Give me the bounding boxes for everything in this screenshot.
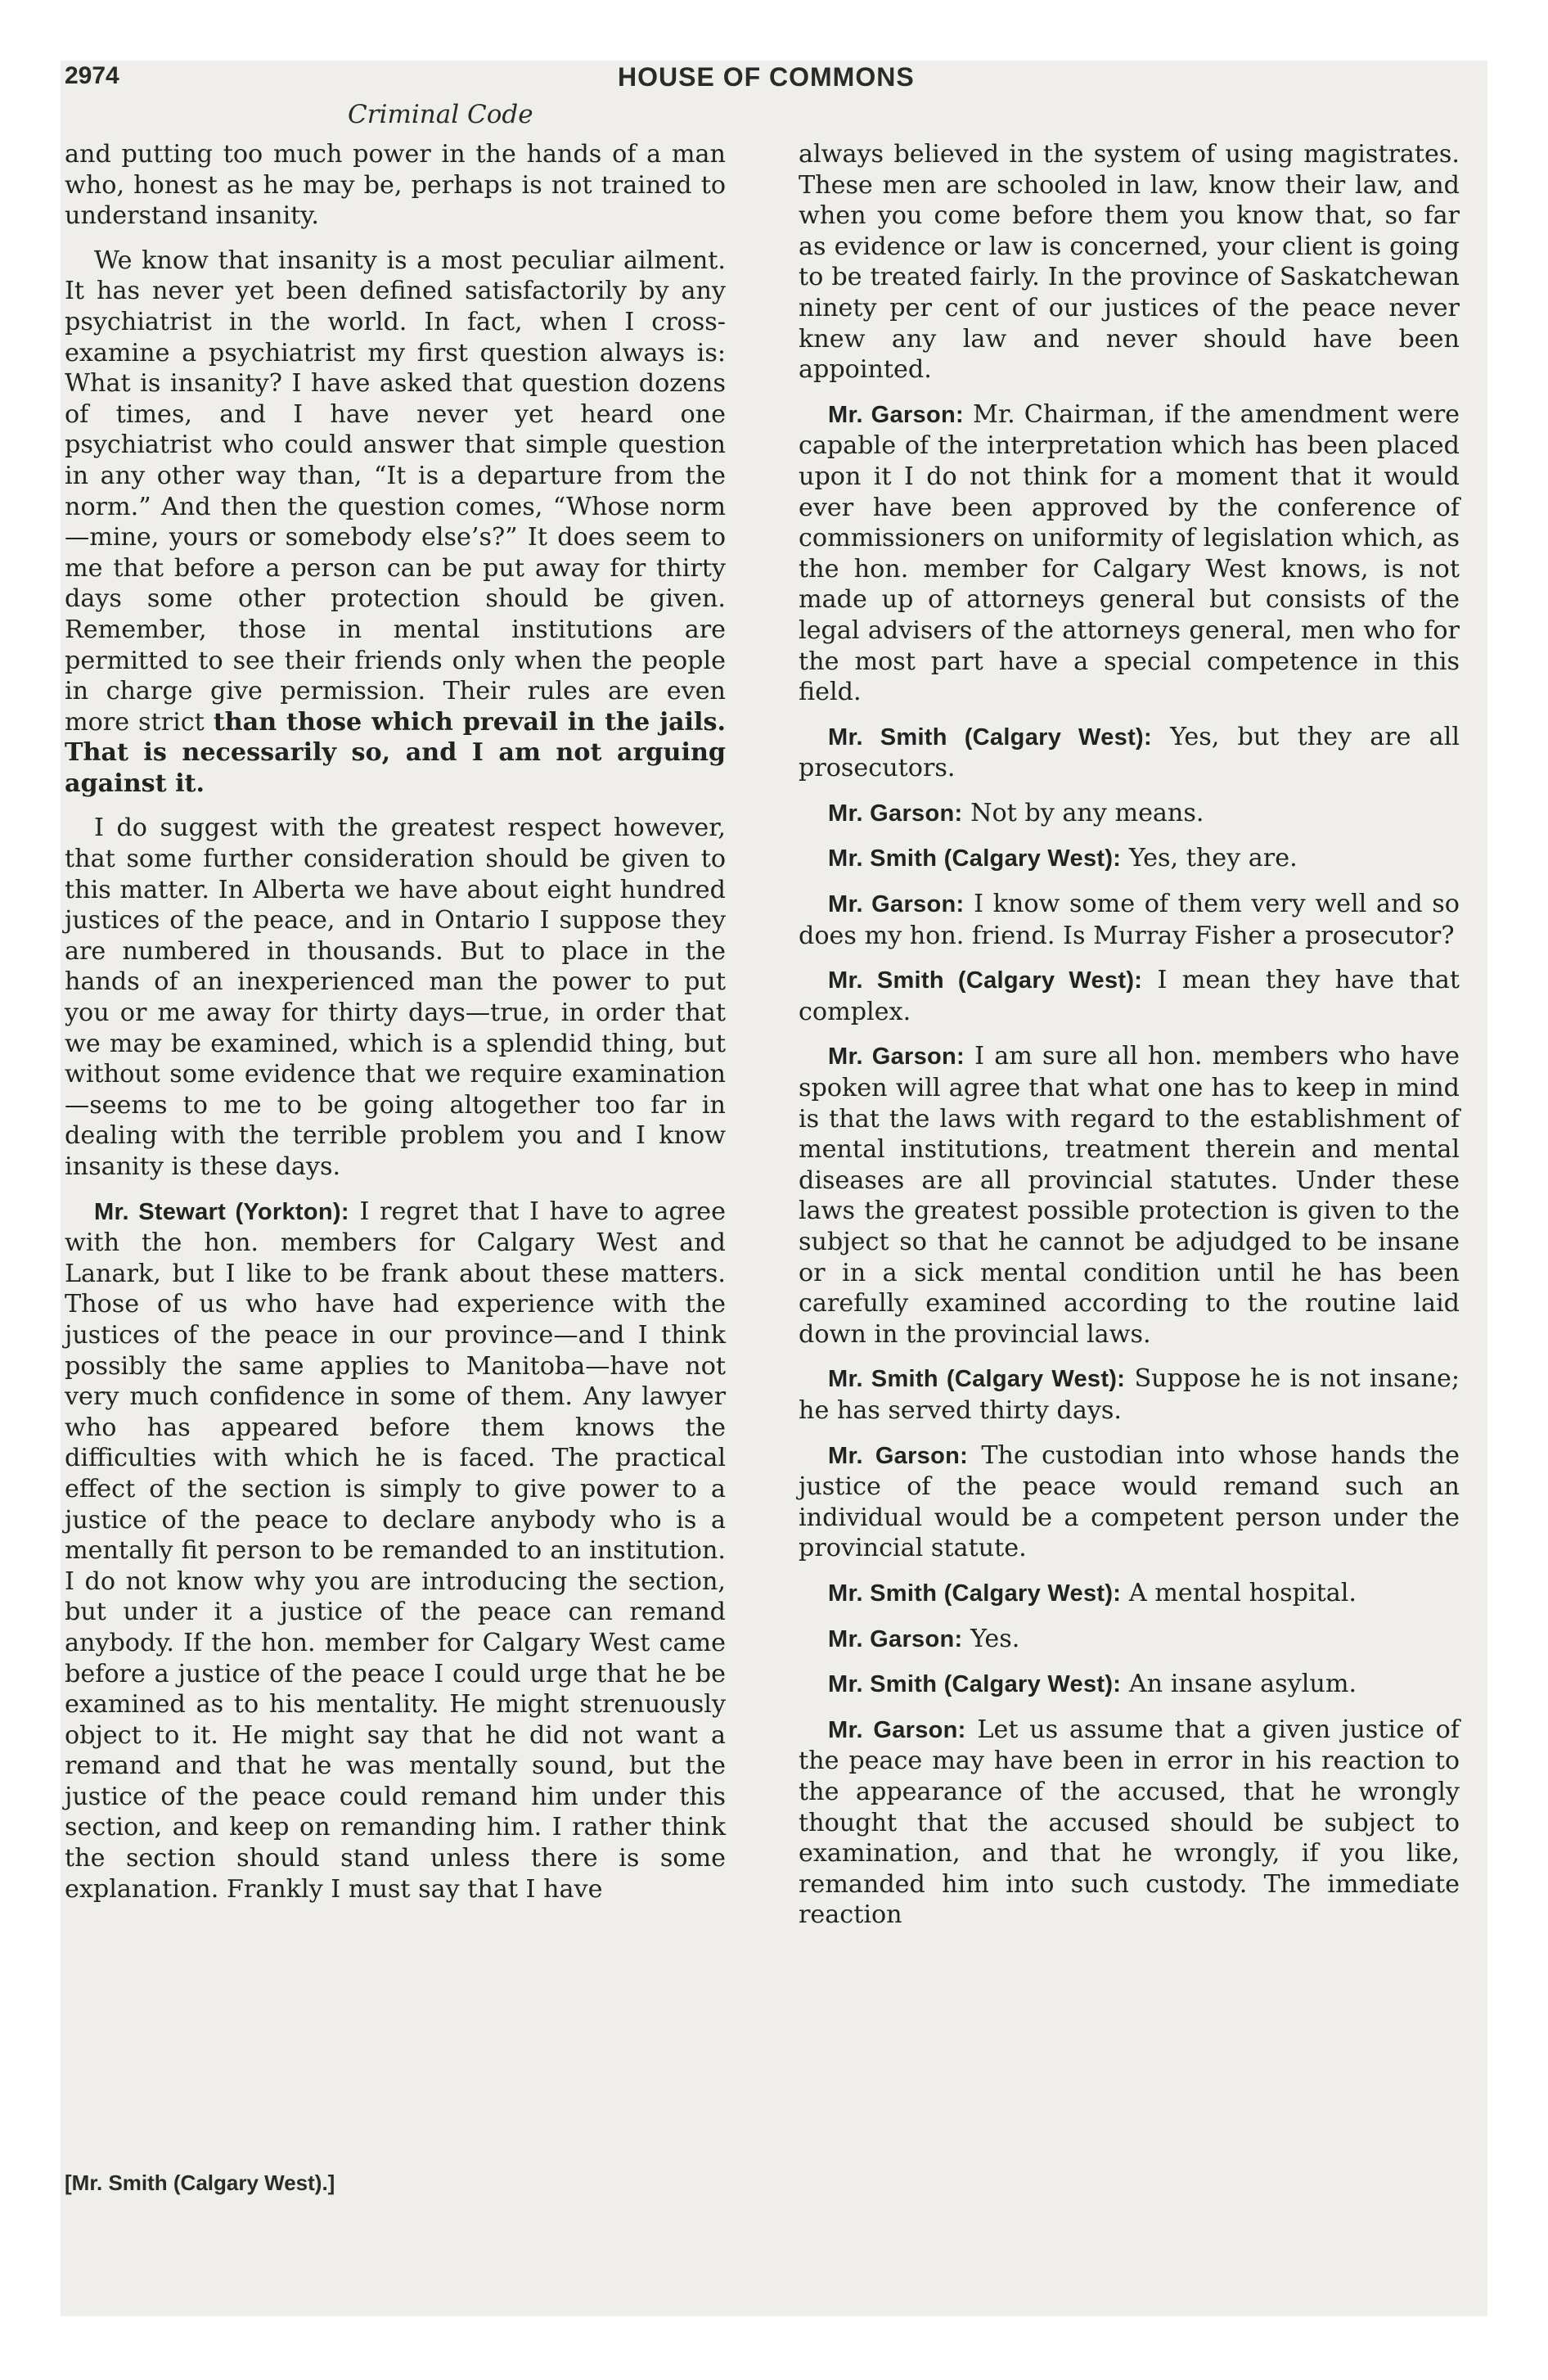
speaker-label: Mr. Garson: xyxy=(828,1716,966,1743)
speech-text: Not by any means. xyxy=(970,798,1204,827)
speaker-label: Mr. Garson: xyxy=(828,800,963,827)
speech-text: Yes, but they are all prosecutors. xyxy=(799,722,1460,783)
speech-text: I mean they have that complex. xyxy=(799,966,1460,1026)
right-paragraph-13 xyxy=(799,1669,1460,1701)
speaker-label: Mr. Smith (Calgary West): xyxy=(828,1671,1122,1698)
left-paragraph-2-bold-text: than those which prevail in the jails. That is necessarily so, and I am not arguing against it. xyxy=(65,707,726,798)
speaker-label: Mr. Garson: xyxy=(828,1044,965,1071)
right-paragraph-2 xyxy=(799,399,1460,708)
right-paragraph-7 xyxy=(799,965,1460,1027)
right-column xyxy=(799,139,1460,1945)
speech-text: I am sure all hon. members who have spoken will agree that what one has to keep in mind is that the laws with regard to the establishment of mental institutions, treatment therein and mental diseases are all provincial statutes. Under these laws the greatest possible protection is given to the subject so that he cannot be adjudged to be insane or in a sick mental condition until he has been carefully examined according to the routine laid down in the provincial laws. xyxy=(799,1042,1460,1349)
right-paragraph-14 xyxy=(799,1715,1460,1931)
speech-text: I know some of them very well and so does my hon. friend. Is Murray Fisher a prosecutor? xyxy=(799,890,1460,950)
section-title: Criminal Code xyxy=(348,100,533,129)
speaker-label: Mr. Garson: xyxy=(828,1625,963,1652)
right-paragraph-3 xyxy=(799,722,1460,784)
right-paragraph-12 xyxy=(799,1624,1460,1656)
left-paragraph-2 xyxy=(65,246,726,800)
right-paragraph-5 xyxy=(799,843,1460,875)
speaker-label: Mr. Smith (Calgary West): xyxy=(828,845,1122,872)
speech-text: The custodian into whose hands the justice of the peace would remand such an individual would be a competent person under the provincial statute. xyxy=(799,1440,1460,1563)
right-paragraph-1: always believed in the system of using magistrates. These men are schooled in law, know their law, and when you come before them you know that, so far as evidence or law is concerned, your client is going to be treated fairly. In the province of Saskatchewan ninety per cent of our justices of the peace never knew any law and never should have been appointed. xyxy=(799,140,1460,385)
speech-text: Mr. Chairman, if the amendment were capable of the interpretation which has been placed upon it I do not think for a moment that it would ever have been approved by the conference of commissioners on uniformity of legislation which, as the hon. member for Calgary West knows, is not made up of attorneys general but consists of the legal advisers of the attorneys general, men who for the most part have a special competence in this field. xyxy=(799,399,1460,707)
speech-text: Yes, they are. xyxy=(1128,844,1298,873)
footer-speaker-note: [Mr. Smith (Calgary West).] xyxy=(65,2170,335,2195)
speaker-label: Mr. Garson: xyxy=(828,401,964,428)
speech-text: Yes. xyxy=(970,1624,1020,1653)
page-heading: HOUSE OF COMMONS xyxy=(618,62,915,92)
speaker-label: Mr. Garson: xyxy=(828,1442,969,1469)
right-paragraph-11 xyxy=(799,1578,1460,1610)
left-paragraph-3: I do suggest with the greatest respect however, that some further consideration should be given to this matter. In Alberta we have about eight hundred justices of the peace, and in Ontario I suppose they are numbered in thousands. But to place in the hands of an inexperienced man the power to put you or me away for thirty days—true, in order that we may be examined, which is a splendid thing, but without some evidence that we require examination—seems to me to be going altogether too far in dealing with the terrible problem you and I know insanity is these days. xyxy=(65,814,726,1181)
left-paragraph-2-text: We know that insanity is a most peculiar ailment. It has never yet been defined satisfactorily by any psychiatrist in the world. In fact, when I cross-examine a psychiatrist my first question always is: What is insanity? I have asked that question dozens of times, and I have never yet heard one psychiatrist who could answer that simple question in any other way than, “It is a departure from the norm.” And then the question comes, “Whose norm—mine, yours or somebody else’s?” It does seem to me that before a person can be put away for thirty days some other protection should be given. Remember, those in mental institutions are permitted to see their friends only when the people in charge give permission. Their rules are even more strict xyxy=(65,246,726,737)
right-paragraph-10 xyxy=(799,1440,1460,1564)
left-paragraph-4 xyxy=(65,1197,726,1905)
speaker-label: Mr. Smith (Calgary West): xyxy=(828,1580,1122,1607)
speech-text: Suppose he is not insane; he has served thirty days. xyxy=(799,1364,1460,1425)
speech-text: Let us assume that a given justice of the peace may have been in error in his reaction to the appearance of the accused, that he wrongly thought that the accused should be subject to examination, and that he wrongly, if you like, remanded him into such custody. The immediate reaction xyxy=(799,1715,1460,1930)
left-paragraph-1: and putting too much power in the hands of a man who, honest as he may be, perhaps is not trained to understand insanity. xyxy=(65,140,726,231)
speech-text: An insane asylum. xyxy=(1128,1670,1357,1699)
speech-text: I regret that I have to agree with the hon. members for Calgary West and Lanark, but I like to be frank about these matters. Those of us who have had experience with the justices of the peace in our province—and I think possibly the same applies to Manitoba—have not very much confidence in some of them. Any lawyer who has appeared before them knows the difficulties with which he is faced. The practical effect of the section is simply to give power to a justice of the peace to declare anybody who is a mentally fit person to be remanded to an institution. I do not know why you are introducing the section, but under it a justice of the peace can remand anybody. If the hon. member for Calgary West came before a justice of the peace I could urge that he be examined as to his mentality. He might strenuously object to it. He might say that he did not want a remand and that he was mentally sound, but the justice of the peace could remand him under this section, and keep on remanding him. I rather think the section should stand unless there is some explanation. Frankly I must say that I have xyxy=(65,1197,726,1904)
speaker-label: Mr. Smith (Calgary West): xyxy=(828,1366,1126,1393)
left-column xyxy=(65,139,726,1918)
speaker-label: Mr. Stewart (Yorkton): xyxy=(94,1198,349,1225)
speech-text: A mental hospital. xyxy=(1128,1578,1357,1607)
speaker-label: Mr. Smith (Calgary West): xyxy=(828,723,1152,751)
right-paragraph-9 xyxy=(799,1364,1460,1426)
speaker-label: Mr. Smith (Calgary West): xyxy=(828,967,1143,994)
right-paragraph-8 xyxy=(799,1041,1460,1350)
speaker-label: Mr. Garson: xyxy=(828,891,965,918)
right-paragraph-6 xyxy=(799,889,1460,951)
page-number: 2974 xyxy=(65,62,119,89)
right-paragraph-4 xyxy=(799,798,1460,830)
